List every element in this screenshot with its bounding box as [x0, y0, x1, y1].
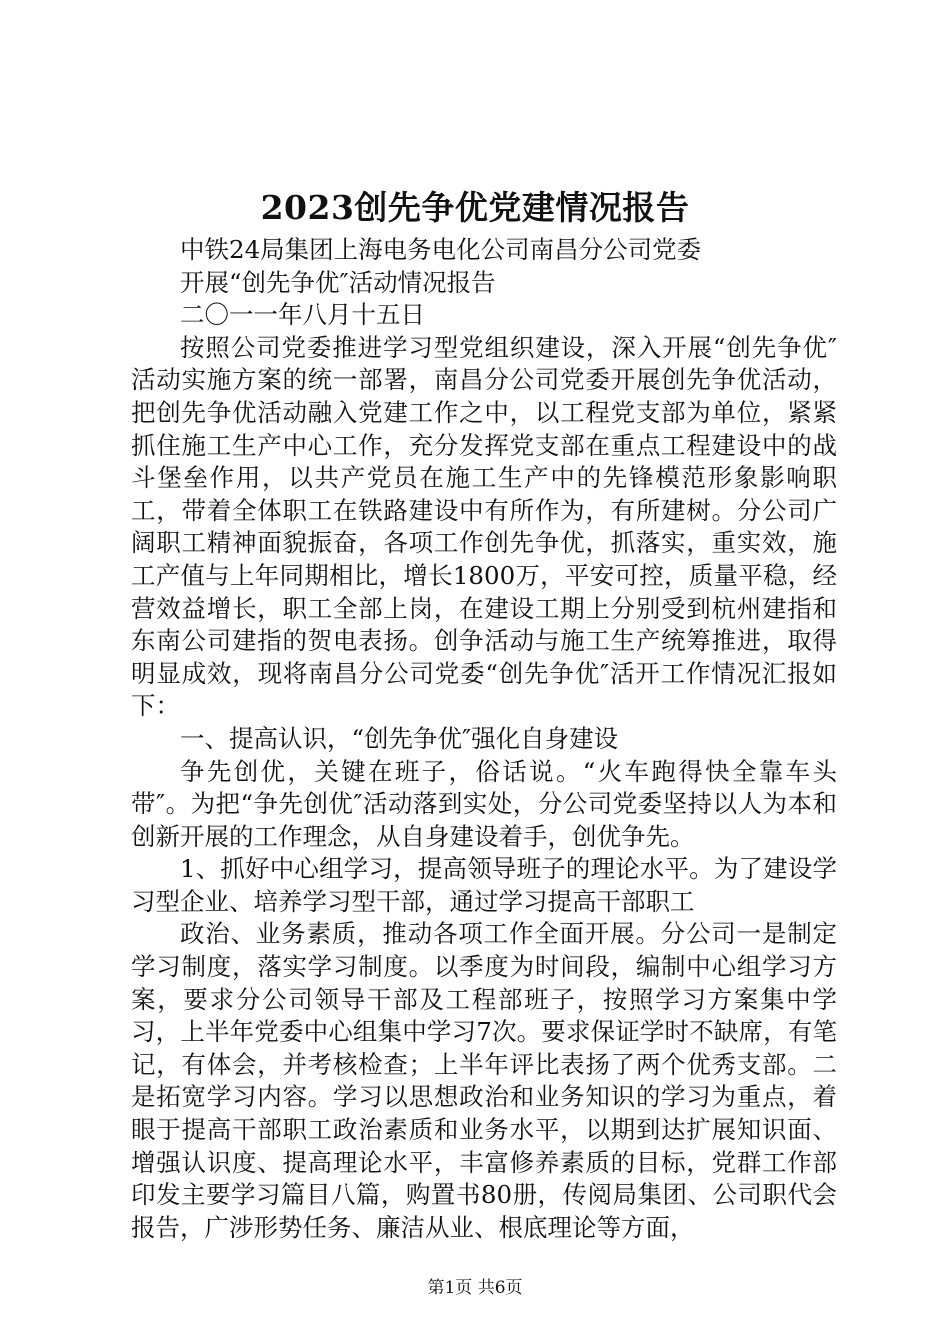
report-date: 二〇一一年八月十五日	[180, 300, 425, 330]
section-heading-1: 一、提高认识，“创先争优″强化自身建设	[180, 723, 619, 753]
paragraph-item-1: 1、抓好中心组学习，提高领导班子的理论水平。为了建设学习型企业、培养学习型干部，通过学习提高干部职工	[131, 854, 837, 916]
page-indicator: 第1页 共6页	[427, 1278, 523, 1298]
report-subtitle: 开展“创先争优″活动情况报告	[180, 267, 496, 297]
document-body	[131, 234, 837, 1244]
document-title: 2023创先争优党建情况报告	[260, 188, 690, 227]
paragraph-leadership: 争先创优，关键在班子，俗话说。“火车跑得快全靠车头带″。为把“争先创优″活动落到实处，分公司党委坚持以人为本和创新开展的工作理念，从自身建设着手，创优争先。	[131, 756, 837, 851]
org-line: 中铁24局集团上海电务电化公司南昌分公司党委	[180, 235, 702, 264]
paragraph-study: 政治、业务素质，推动各项工作全面开展。分公司一是制定学习制度，落实学习制度。以季度为时间段，编制中心组学习方案，要求分公司领导干部及工程部班子，按照学习方案集中学习，上半年党委中心组集中学习7次。要求保证学时不缺席，有笔记，有体会，并考核检查；上半年评比表扬了两个优秀支部。二是拓宽学习内容。学习以思想政治和业务知识的学习为重点，着眼于提高干部职工政治素质和业务水平，以期到达扩展知识面、增强认识度、提高理论水平，丰富修养素质的目标，党群工作部印发主要学习篇目八篇，购置书80册，传阅局集团、公司职代会报告，广涉形势任务、廉洁从业、根底理论等方面，	[131, 919, 837, 1242]
paragraph-intro: 按照公司党委推进学习型党组织建设，深入开展“创先争优″活动实施方案的统一部署，南昌分公司党委开展创先争优活动，把创先争优活动融入党建工作之中，以工程党支部为单位，紧紧抓住施工生产中心工作，充分发挥党支部在重点工程建设中的战斗堡垒作用，以共产党员在施工生产中的先锋模范形象影响职工，带着全体职工在铁路建设中有所作为，有所建树。分公司广阔职工精神面貌振奋，各项工作创先争优，抓落实，重实效，施工产值与上年同期相比，增长1800万，平安可控，质量平稳，经营效益增长，职工全部上岗，在建设工期上分别受到杭州建指和东南公司建指的贺电表扬。创争活动与施工生产统筹推进，取得明显成效，现将南昌分公司党委“创先争优″活开工作情况汇报如下：	[131, 332, 837, 721]
